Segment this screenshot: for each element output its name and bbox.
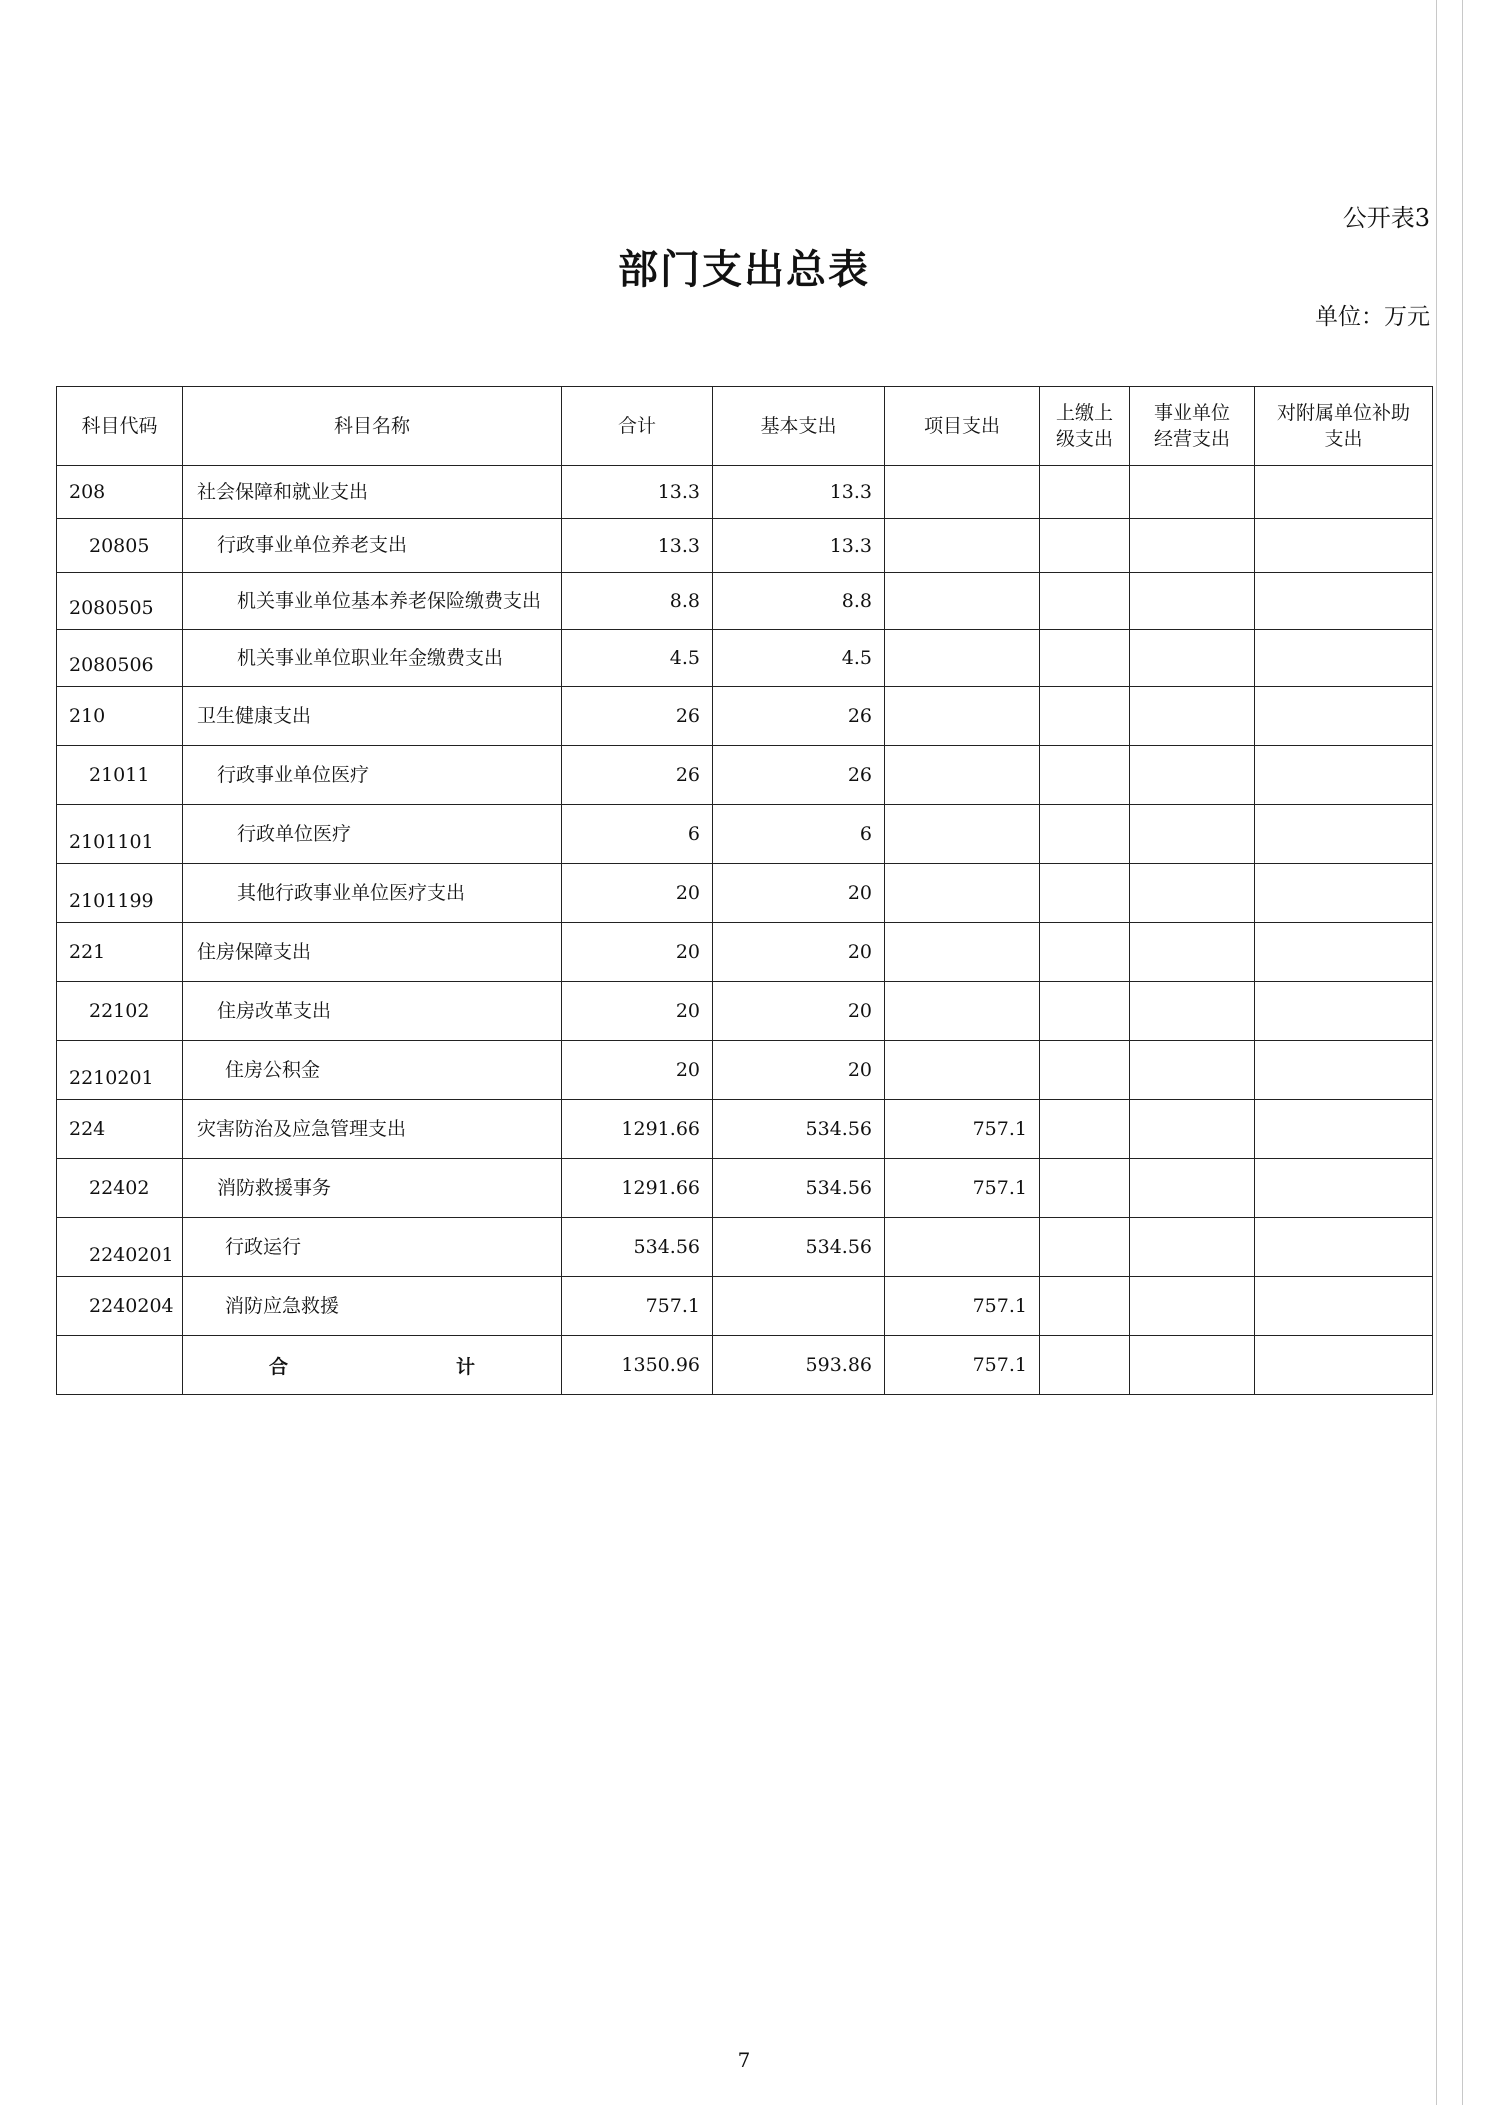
col-header-text: 级支出 bbox=[1055, 428, 1113, 450]
table-row bbox=[57, 1277, 1433, 1336]
cell-subsidy bbox=[1255, 687, 1433, 746]
col-header-business bbox=[1130, 387, 1255, 466]
table-row bbox=[57, 864, 1433, 923]
col-header-project bbox=[885, 387, 1040, 466]
cell-project: 757.1 bbox=[885, 1336, 1040, 1395]
col-header-text: 科目名称 bbox=[333, 415, 410, 437]
cell-subsidy bbox=[1255, 1041, 1433, 1100]
cell-business bbox=[1130, 805, 1255, 864]
cell-total: 534.56 bbox=[562, 1218, 713, 1277]
total-label-left: 合 bbox=[268, 1355, 288, 1378]
cell-code: 2101101 bbox=[57, 805, 183, 864]
cell-business bbox=[1130, 1041, 1255, 1100]
cell-name: 行政运行 bbox=[183, 1218, 562, 1277]
cell-basic: 534.56 bbox=[713, 1159, 885, 1218]
cell-name: 消防救援事务 bbox=[183, 1159, 562, 1218]
cell-code: 208 bbox=[57, 466, 183, 519]
cell-code: 2101199 bbox=[57, 864, 183, 923]
cell-business bbox=[1130, 466, 1255, 519]
cell-basic: 20 bbox=[713, 982, 885, 1041]
cell-subsidy bbox=[1255, 746, 1433, 805]
cell-code: 2240201 bbox=[57, 1218, 183, 1277]
cell-superior bbox=[1040, 630, 1130, 687]
cell-business bbox=[1130, 687, 1255, 746]
table-row bbox=[57, 923, 1433, 982]
cell-superior bbox=[1040, 1218, 1130, 1277]
cell-subsidy bbox=[1255, 982, 1433, 1041]
cell-business bbox=[1130, 573, 1255, 630]
cell-business bbox=[1130, 1218, 1255, 1277]
cell-project bbox=[885, 573, 1040, 630]
cell-superior bbox=[1040, 519, 1130, 573]
table-header-row bbox=[57, 387, 1433, 466]
table-row bbox=[57, 687, 1433, 746]
cell-total: 1291.66 bbox=[562, 1159, 713, 1218]
cell-basic: 6 bbox=[713, 805, 885, 864]
cell-subsidy bbox=[1255, 1218, 1433, 1277]
cell-name: 灾害防治及应急管理支出 bbox=[183, 1100, 562, 1159]
col-header-text: 对附属单位补助 bbox=[1276, 402, 1410, 424]
cell-business bbox=[1130, 1159, 1255, 1218]
form-number: 公开表3 bbox=[1342, 204, 1430, 232]
cell-project bbox=[885, 519, 1040, 573]
cell-basic: 534.56 bbox=[713, 1218, 885, 1277]
cell-business bbox=[1130, 1336, 1255, 1395]
table-row bbox=[57, 1218, 1433, 1277]
col-header-text: 上缴上 bbox=[1055, 402, 1113, 424]
cell-total: 1350.96 bbox=[562, 1336, 713, 1395]
cell-basic: 13.3 bbox=[713, 519, 885, 573]
cell-total: 8.8 bbox=[562, 573, 713, 630]
cell-business bbox=[1130, 982, 1255, 1041]
cell-project bbox=[885, 1041, 1040, 1100]
cell-basic: 26 bbox=[713, 746, 885, 805]
col-header-name bbox=[183, 387, 562, 466]
table-row bbox=[57, 1041, 1433, 1100]
cell-total: 757.1 bbox=[562, 1277, 713, 1336]
cell-subsidy bbox=[1255, 1277, 1433, 1336]
cell-name: 行政事业单位医疗 bbox=[183, 746, 562, 805]
cell-superior bbox=[1040, 687, 1130, 746]
cell-total: 4.5 bbox=[562, 630, 713, 687]
cell-name: 卫生健康支出 bbox=[183, 687, 562, 746]
cell-superior bbox=[1040, 1041, 1130, 1100]
col-header-text: 基本支出 bbox=[760, 415, 837, 437]
cell-basic: 8.8 bbox=[713, 573, 885, 630]
cell-project: 757.1 bbox=[885, 1277, 1040, 1336]
col-header-text: 支出 bbox=[1324, 428, 1363, 450]
page-edge-line bbox=[1436, 0, 1437, 2105]
cell-project bbox=[885, 630, 1040, 687]
table-row bbox=[57, 1100, 1433, 1159]
table-row bbox=[57, 466, 1433, 519]
total-label-right: 计 bbox=[456, 1355, 476, 1378]
cell-name: 行政单位医疗 bbox=[183, 805, 562, 864]
cell-code: 2240204 bbox=[57, 1277, 183, 1336]
col-header-text: 事业单位 bbox=[1153, 402, 1230, 424]
col-header-text: 项目支出 bbox=[923, 415, 1000, 437]
cell-project bbox=[885, 687, 1040, 746]
col-header-code bbox=[57, 387, 183, 466]
cell-name: 消防应急救援 bbox=[183, 1277, 562, 1336]
cell-name: 住房改革支出 bbox=[183, 982, 562, 1041]
cell-business bbox=[1130, 923, 1255, 982]
cell-name: 住房公积金 bbox=[183, 1041, 562, 1100]
table-row bbox=[57, 746, 1433, 805]
cell-superior bbox=[1040, 1336, 1130, 1395]
table-row bbox=[57, 982, 1433, 1041]
cell-project bbox=[885, 805, 1040, 864]
cell-code: 22402 bbox=[57, 1159, 183, 1218]
cell-business bbox=[1130, 1277, 1255, 1336]
cell-superior bbox=[1040, 1159, 1130, 1218]
col-header-subsidy bbox=[1255, 387, 1433, 466]
table-row bbox=[57, 519, 1433, 573]
cell-code: 2080506 bbox=[57, 630, 183, 687]
cell-total: 13.3 bbox=[562, 519, 713, 573]
expenditure-table bbox=[56, 386, 1433, 1395]
cell-business bbox=[1130, 519, 1255, 573]
col-header-text: 经营支出 bbox=[1153, 428, 1230, 450]
page-number: 7 bbox=[737, 2048, 751, 2072]
cell-project bbox=[885, 923, 1040, 982]
cell-project bbox=[885, 864, 1040, 923]
cell-name: 其他行政事业单位医疗支出 bbox=[183, 864, 562, 923]
cell-code: 20805 bbox=[57, 519, 183, 573]
cell-project: 757.1 bbox=[885, 1100, 1040, 1159]
cell-total: 1291.66 bbox=[562, 1100, 713, 1159]
cell-total: 26 bbox=[562, 687, 713, 746]
cell-subsidy bbox=[1255, 573, 1433, 630]
cell-code: 22102 bbox=[57, 982, 183, 1041]
cell-business bbox=[1130, 1100, 1255, 1159]
cell-subsidy bbox=[1255, 1159, 1433, 1218]
table-row bbox=[57, 1159, 1433, 1218]
cell-subsidy bbox=[1255, 519, 1433, 573]
cell-superior bbox=[1040, 1277, 1130, 1336]
cell-total: 20 bbox=[562, 864, 713, 923]
cell-name: 机关事业单位基本养老保险缴费支出 bbox=[183, 573, 562, 630]
page-edge-line bbox=[1462, 0, 1463, 2105]
cell-name: 住房保障支出 bbox=[183, 923, 562, 982]
cell-superior bbox=[1040, 1100, 1130, 1159]
cell-total: 20 bbox=[562, 982, 713, 1041]
cell-code: 2080505 bbox=[57, 573, 183, 630]
cell-basic: 4.5 bbox=[713, 630, 885, 687]
cell-project bbox=[885, 982, 1040, 1041]
cell-subsidy bbox=[1255, 1336, 1433, 1395]
cell-total: 6 bbox=[562, 805, 713, 864]
cell-subsidy bbox=[1255, 805, 1433, 864]
cell-basic: 20 bbox=[713, 1041, 885, 1100]
cell-subsidy bbox=[1255, 1100, 1433, 1159]
cell-code: 221 bbox=[57, 923, 183, 982]
cell-superior bbox=[1040, 746, 1130, 805]
col-header-basic bbox=[713, 387, 885, 466]
table-row bbox=[57, 573, 1433, 630]
cell-project bbox=[885, 1218, 1040, 1277]
cell-basic: 20 bbox=[713, 923, 885, 982]
cell-name: 机关事业单位职业年金缴费支出 bbox=[183, 630, 562, 687]
table-total-row bbox=[57, 1336, 1433, 1395]
unit-label: 单位：万元 bbox=[1315, 304, 1430, 330]
cell-basic: 20 bbox=[713, 864, 885, 923]
cell-basic bbox=[713, 1277, 885, 1336]
cell-subsidy bbox=[1255, 864, 1433, 923]
cell-subsidy bbox=[1255, 630, 1433, 687]
cell-superior bbox=[1040, 923, 1130, 982]
cell-total: 20 bbox=[562, 1041, 713, 1100]
cell-code: 224 bbox=[57, 1100, 183, 1159]
col-header-text: 合计 bbox=[617, 415, 656, 437]
cell-superior bbox=[1040, 573, 1130, 630]
cell-project bbox=[885, 746, 1040, 805]
cell-superior bbox=[1040, 982, 1130, 1041]
cell-total: 26 bbox=[562, 746, 713, 805]
cell-superior bbox=[1040, 864, 1130, 923]
table-row bbox=[57, 630, 1433, 687]
cell-business bbox=[1130, 630, 1255, 687]
cell-project: 757.1 bbox=[885, 1159, 1040, 1218]
cell-project bbox=[885, 466, 1040, 519]
cell-subsidy bbox=[1255, 923, 1433, 982]
cell-code: 210 bbox=[57, 687, 183, 746]
cell-total: 13.3 bbox=[562, 466, 713, 519]
col-header-superior bbox=[1040, 387, 1130, 466]
cell-subsidy bbox=[1255, 466, 1433, 519]
cell-basic: 593.86 bbox=[713, 1336, 885, 1395]
cell-code bbox=[57, 1336, 183, 1395]
cell-basic: 534.56 bbox=[713, 1100, 885, 1159]
col-header-text: 科目代码 bbox=[81, 415, 158, 437]
page-title: 部门支出总表 bbox=[618, 247, 870, 293]
total-label bbox=[183, 1336, 562, 1395]
cell-name: 社会保障和就业支出 bbox=[183, 466, 562, 519]
cell-basic: 13.3 bbox=[713, 466, 885, 519]
cell-superior bbox=[1040, 466, 1130, 519]
cell-business bbox=[1130, 746, 1255, 805]
cell-superior bbox=[1040, 805, 1130, 864]
cell-code: 21011 bbox=[57, 746, 183, 805]
cell-total: 20 bbox=[562, 923, 713, 982]
col-header-total bbox=[562, 387, 713, 466]
table-row bbox=[57, 805, 1433, 864]
cell-name: 行政事业单位养老支出 bbox=[183, 519, 562, 573]
cell-business bbox=[1130, 864, 1255, 923]
cell-basic: 26 bbox=[713, 687, 885, 746]
cell-code: 2210201 bbox=[57, 1041, 183, 1100]
